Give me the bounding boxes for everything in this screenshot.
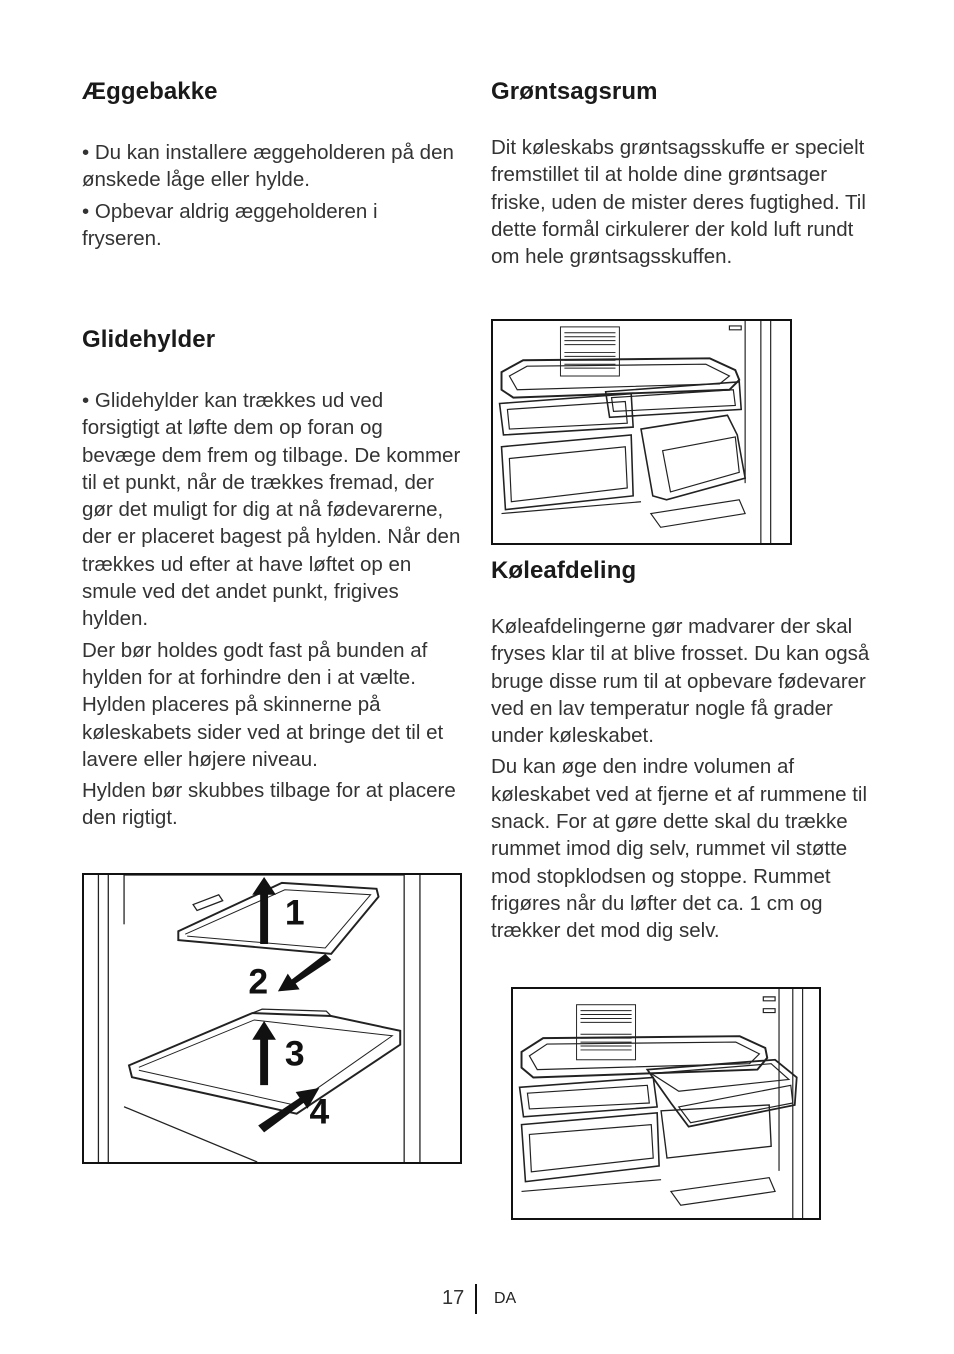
chiller-body [491, 613, 877, 945]
crisper-drawer-illustration [491, 319, 792, 545]
crisper-body [491, 134, 877, 270]
sliding-shelves-paragraph-1: • Glidehylder kan trækkes ud ved forsigtigt at løfte dem op foran og bevæge dem frem og tilbage. De kommer til et punkt, når de trækkes fremad, der gør det muligt for dig at nå fødevarerne, der er placeret bagest på hylden. Når den trækkes ud efter at have løftet op en smule ved det andet punkt, frigives hylden. [82, 389, 461, 631]
crisper-paragraph: Dit køleskabs grøntsagsskuffe er specielt fremstillet til at holde dine grøntsager friske, uden de mister deres fugtighed. Til dette formål cirkulerer der kold luft rundt om hele grøntsagsskuffen. [491, 136, 866, 269]
footer-divider [475, 1284, 477, 1314]
chiller-paragraph-2: Du kan øge den indre volumen af køleskabet ved at fjerne et af rummene til snack. For at gøre dette skal du trække rummet imod dig selv, rummet vil støtte mod stopklodsen og stoppe. Rummet frigøres når du løfter det ca. 1 cm og trækker det mod dig selv. [491, 755, 868, 943]
egg-tray-bullet-2: • Opbevar aldrig æggeholderen i fryseren. [82, 199, 378, 250]
egg-tray-bullet-1: • Du kan installere æggeholderen på den ønskede låge eller hylde. [82, 141, 454, 192]
sliding-shelves-paragraph-2: Der bør holdes godt fast på bunden af hylden for at forhindre den i at vælte. Hylden placeres på skinnerne på køleskabets sider ved at bringe det til et lavere eller højere niveau. [82, 638, 444, 771]
crisper-section [491, 78, 877, 106]
figure-label-2: 2 [248, 961, 269, 1002]
sliding-shelves-section [82, 326, 462, 354]
egg-tray-section [82, 78, 462, 106]
figure-label-4: 4 [309, 1091, 330, 1132]
egg-tray-bullets [82, 139, 462, 252]
chiller-paragraph-1: Køleafdelingerne gør madvarer der skal fryses klar til at blive frosset. Du kan også bruge disse rum til at opbevare fødevarer ved en lav temperatur nogle få grader under køleskabet. [491, 615, 870, 748]
chiller-section [491, 557, 877, 585]
sliding-shelves-heading: Glidehylder [82, 326, 216, 353]
page-footer [0, 1284, 954, 1314]
sliding-shelves-paragraph-3: Hylden bør skubbes tilbage for at placere den rigtigt. [82, 779, 456, 830]
chiller-compartment-illustration [511, 987, 821, 1220]
crisper-heading: Grøntsagsrum [491, 78, 658, 105]
chiller-heading: Køleafdeling [491, 557, 637, 584]
page-number: 17 [442, 1287, 465, 1309]
figure-label-3: 3 [284, 1033, 305, 1074]
sliding-shelf-illustration [82, 873, 462, 1164]
figure-label-1: 1 [284, 892, 305, 933]
language-code: DA [494, 1290, 517, 1307]
sliding-shelves-body [82, 387, 462, 832]
egg-tray-heading: Æggebakke [82, 78, 218, 105]
